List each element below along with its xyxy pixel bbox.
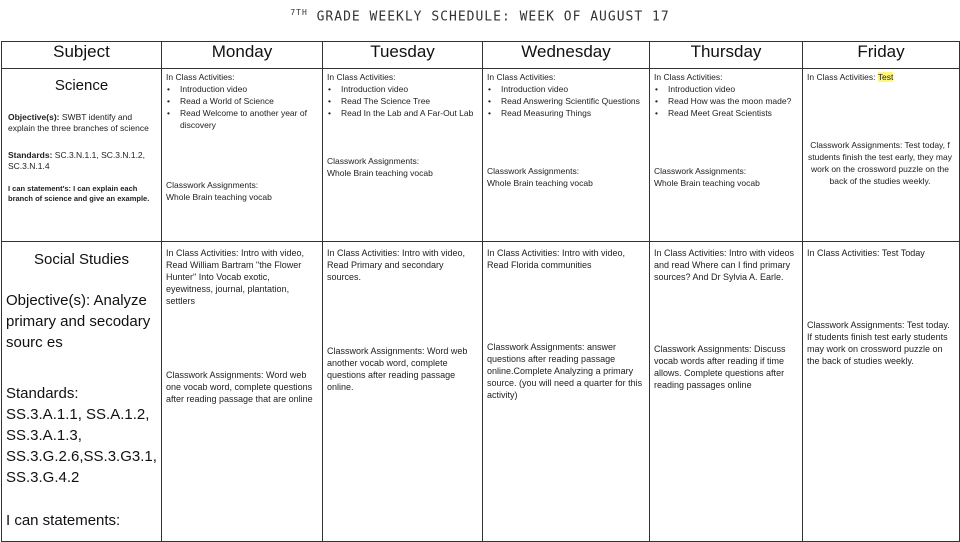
science-thursday-inclass <box>650 69 802 119</box>
list-item: • Read Answering Scientific Questions <box>501 95 643 107</box>
science-monday-classwork <box>162 131 322 203</box>
social-wednesday-classwork: Classwork Assignments: answer questions after reading passage online.Complete Analyzing a primary source. (you will need a quarter for this activity) <box>487 342 643 400</box>
science-monday-cw-text: Whole Brain teaching vocab <box>166 192 272 202</box>
social-friday-cell <box>803 242 960 542</box>
science-tuesday-ic-label: In Class Activities: <box>327 72 396 82</box>
science-friday-test-highlight: Test <box>877 72 894 82</box>
science-friday-classwork: Classwork Assignments: Test today, f students finish the test early, they may work on the crossword puzzle on the back of the studies weekly. <box>808 140 952 186</box>
page-title <box>0 8 960 24</box>
science-standards <box>2 134 161 172</box>
science-objective <box>2 94 161 134</box>
social-tuesday-inclass: In Class Activities: Intro with video, Read Primary and secondary sources. <box>327 248 466 282</box>
science-standards-text: SC.3.N.1.1, SC.3.N.1.2, SC.3.N.1.4 <box>8 150 146 171</box>
social-monday-cell <box>162 242 323 542</box>
list-item: • Read Measuring Things <box>501 107 643 119</box>
social-monday-inclass: In Class Activities: Intro with video, Read William Bartram "the Flower Hunter" Into Vocab exotic, eyewitness, journal, plantation, settlers <box>166 248 305 306</box>
list-item: • Introduction video <box>501 83 643 95</box>
social-wednesday-cell <box>483 242 650 542</box>
schedule-table <box>1 41 960 542</box>
science-tuesday-classwork <box>323 119 482 179</box>
science-monday-inclass <box>162 69 322 131</box>
list-item: • Read Meet Great Scientists <box>668 107 796 119</box>
social-thursday-inclass: In Class Activities: Intro with videos and read Where can I find primary sources? And Dr Sylvia A. Earle. <box>654 248 795 282</box>
science-tuesday-cw-text: Whole Brain teaching vocab <box>327 168 433 178</box>
social-objective: Objective(s): Analyze primary and secodary sourc es <box>6 292 151 351</box>
header-thursday: Thursday <box>650 42 803 69</box>
social-tuesday-classwork: Classwork Assignments: Word web another vocab word, complete questions after reading passage online. <box>327 346 468 392</box>
list-item: • Read Welcome to another year of discovery <box>180 107 316 131</box>
science-standards-label: Standards: <box>8 150 53 160</box>
science-tuesday-list <box>327 83 476 119</box>
header-subject: Subject <box>2 42 162 69</box>
science-thursday-ic-label: In Class Activities: <box>654 72 723 82</box>
science-wednesday-list <box>487 83 643 119</box>
social-standards: Standards: SS.3.A.1.1, SS.A.1.2, SS.3.A.1.3, SS.3.G.2.6,SS.3.G3.1, SS.3.G.4.2 <box>6 385 157 486</box>
header-monday: Monday <box>162 42 323 69</box>
list-item: • Read The Science Tree <box>341 95 476 107</box>
list-item: • Introduction video <box>668 83 796 95</box>
social-thursday-cell <box>650 242 803 542</box>
social-ican: I can statements: <box>6 512 121 529</box>
science-wednesday-cell <box>483 69 650 242</box>
list-item: • Introduction video <box>341 83 476 95</box>
science-tuesday-cw-label: Classwork Assignments: <box>327 156 420 166</box>
header-friday: Friday <box>803 42 960 69</box>
science-objective-text: SWBT identify and explain the three branches of science <box>8 112 149 133</box>
social-tuesday-cell <box>323 242 483 542</box>
science-monday-cell <box>162 69 323 242</box>
science-wednesday-inclass <box>483 69 649 119</box>
science-ican: I can statement's: I can explain each branch of science and give an example. <box>8 184 150 203</box>
science-thursday-cell <box>650 69 803 242</box>
science-thursday-classwork <box>650 119 802 189</box>
list-item: • Read a World of Science <box>180 95 316 107</box>
science-friday-cell <box>803 69 960 242</box>
science-subject-cell <box>2 69 162 242</box>
social-title: Social Studies <box>33 251 130 268</box>
social-friday-classwork: Classwork Assignments: Test today. If students finish test early students may work on crossword puzzle on the back of studies weekly. <box>807 320 950 366</box>
science-thursday-cw-label: Classwork Assignments: <box>654 166 747 176</box>
science-objective-label: Objective(s): <box>8 112 60 122</box>
social-thursday-classwork: Classwork Assignments: Discuss vocab words after reading if time allows. Complete questions after reading passages online <box>654 344 786 390</box>
social-studies-row <box>2 242 960 542</box>
science-friday-inclass <box>803 69 959 83</box>
science-wednesday-cw-text: Whole Brain teaching vocab <box>487 178 593 188</box>
science-wednesday-ic-label: In Class Activities: <box>487 72 556 82</box>
title-grade: 7TH <box>290 8 308 17</box>
science-tuesday-inclass <box>323 69 482 119</box>
science-thursday-cw-text: Whole Brain teaching vocab <box>654 178 760 188</box>
science-thursday-list <box>654 83 796 119</box>
social-wednesday-inclass: In Class Activities: Intro with video, Read Florida communities <box>487 248 626 270</box>
science-wednesday-classwork <box>483 119 649 189</box>
science-monday-ic-label: In Class Activities: <box>166 72 235 82</box>
header-wednesday: Wednesday <box>483 42 650 69</box>
header-tuesday: Tuesday <box>323 42 483 69</box>
social-monday-classwork: Classwork Assignments: Word web one vocab word, complete questions after reading passage that are online <box>166 370 313 404</box>
list-item: • Read In the Lab and A Far-Out Lab <box>341 107 476 119</box>
science-wednesday-cw-label: Classwork Assignments: <box>487 166 580 176</box>
social-friday-inclass: In Class Activities: Test Today <box>807 248 925 258</box>
title-text: GRADE WEEKLY SCHEDULE: WEEK OF AUGUST 17 <box>316 9 670 25</box>
header-row <box>2 42 960 69</box>
science-monday-list <box>166 83 316 131</box>
science-row <box>2 69 960 242</box>
science-friday-ic-label: In Class Activities: <box>807 72 876 82</box>
science-monday-cw-label: Classwork Assignments: <box>166 180 259 190</box>
science-title: Science <box>54 77 109 94</box>
social-subject-cell <box>2 242 162 542</box>
science-tuesday-cell <box>323 69 483 242</box>
list-item: • Read How was the moon made? <box>668 95 796 107</box>
list-item: • Introduction video <box>180 83 316 95</box>
